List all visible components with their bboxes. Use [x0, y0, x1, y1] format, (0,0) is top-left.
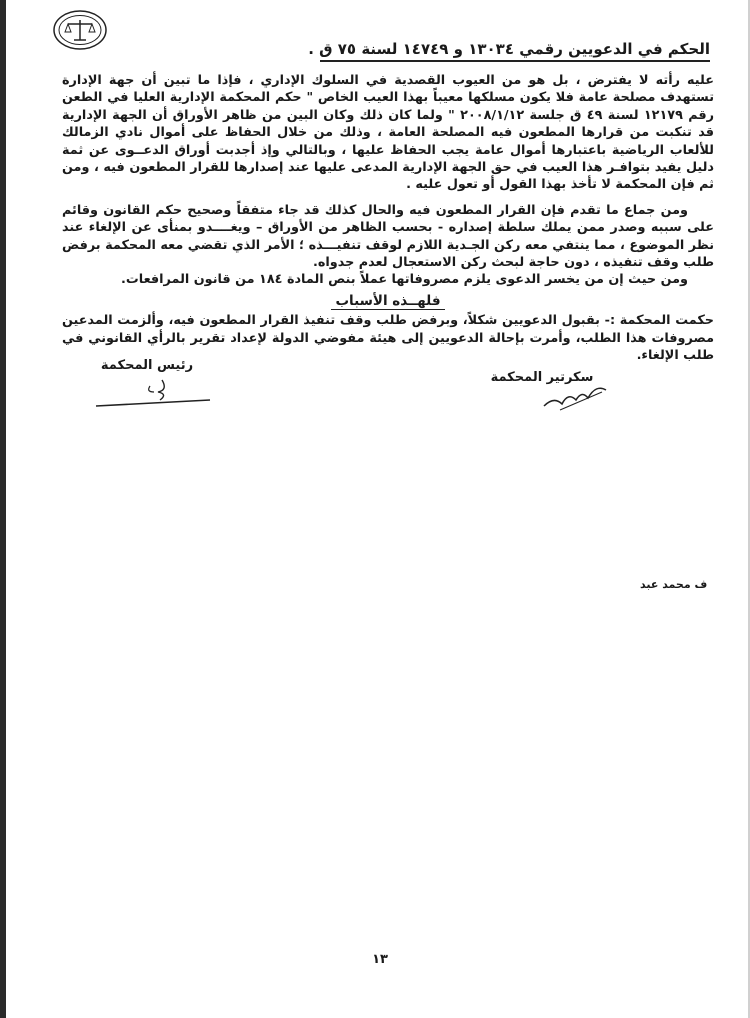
secretary-signature-label: سكرتير المحكمة	[490, 370, 594, 385]
conclusion-paragraph: ومن جماع ما تقدم فإن القرار المطعون فيه والحال كذلك قد جاء متفقاً وصحيح حكم القانون وقائم على سببه وصدر ممن يملك سلطة إصداره - بحسب الظاهر من الأوراق – ويغــــدو بمنأى عن الإلغاء عند نظر الموضوع ، مما ينتفي معه ركن الجـدية اللازم لوقف تنفيـــذه ؛ الأمر الذي تقضي معه المحكمة برفض طلب وقف تنفيذه ، دون حاجة لبحث ركن الاستعجال لعدم جدواه.	[62, 202, 714, 271]
case-header: الحكم في الدعويين رقمي ١٣٠٣٤ و ١٤٧٤٩ لسنة ٧٥ ق .	[320, 40, 710, 62]
page-number: ١٣	[372, 952, 388, 967]
secretary-signature	[540, 384, 610, 414]
ruling-paragraph: حكمت المحكمة :- بقبول الدعويين شكلاً، وبرفض طلب وقف تنفيذ القرار المطعون فيه، وألزمت المدعين مصروفات هذا الطلب، وأمرت بإحالة الدعويين إلى هيئة مفوضي الدولة لإعداد تقرير بالرأي القانوني في طلب الإلغاء.	[62, 313, 714, 364]
court-emblem-icon	[52, 8, 108, 52]
reasons-title: فلهــذه الأسباب	[62, 293, 714, 310]
typist-initials: ف محمد عبد	[640, 578, 708, 591]
costs-paragraph: ومن حيث إن من يخسر الدعوى يلزم مصروفاتها عملاً بنص المادة ١٨٤ من قانون المرافعات.	[121, 272, 688, 288]
reasoning-paragraph: عليه رأته لا يفترض ، بل هو من العيوب القصدية في السلوك الإداري ، فإذا ما تبين أن جهة الإدارة تستهدف مصلحة عامة فلا يكون مسلكها معيباً بهذا العيب الخاص " حكم المحكمة الإدارية العليا في الطعن رقم ١٢١٧٩ لسنة ٤٩ ق جلسة ٢٠٠٨/١/١٢ " ولما كان ذلك وكان البين من ظاهر الأوراق أن الجهة الإدارية قد تنكبت من قرارها المطعون فيه المصلحة العامة ، وذلك من خلال الحفاظ على أموال نادي الزمالك للألعاب الرياضية باعتبارها أموال عامة يجب الحفاظ عليها ، وبالتالي وإذ أجدبت أوراق الدعــوى عن ثمة دليل يفيد بتوافـر هذا العيب في حق الجهة الإدارية المدعى عليها عند إصدارها للقرار المطعون فيه ، ومن ثم فإن المحكمة لا تأخذ بهذا القول أو تعول عليه .	[62, 73, 714, 193]
judgment-body	[62, 72, 714, 365]
president-signature	[92, 376, 212, 410]
president-signature-label: رئيس المحكمة	[100, 358, 194, 373]
